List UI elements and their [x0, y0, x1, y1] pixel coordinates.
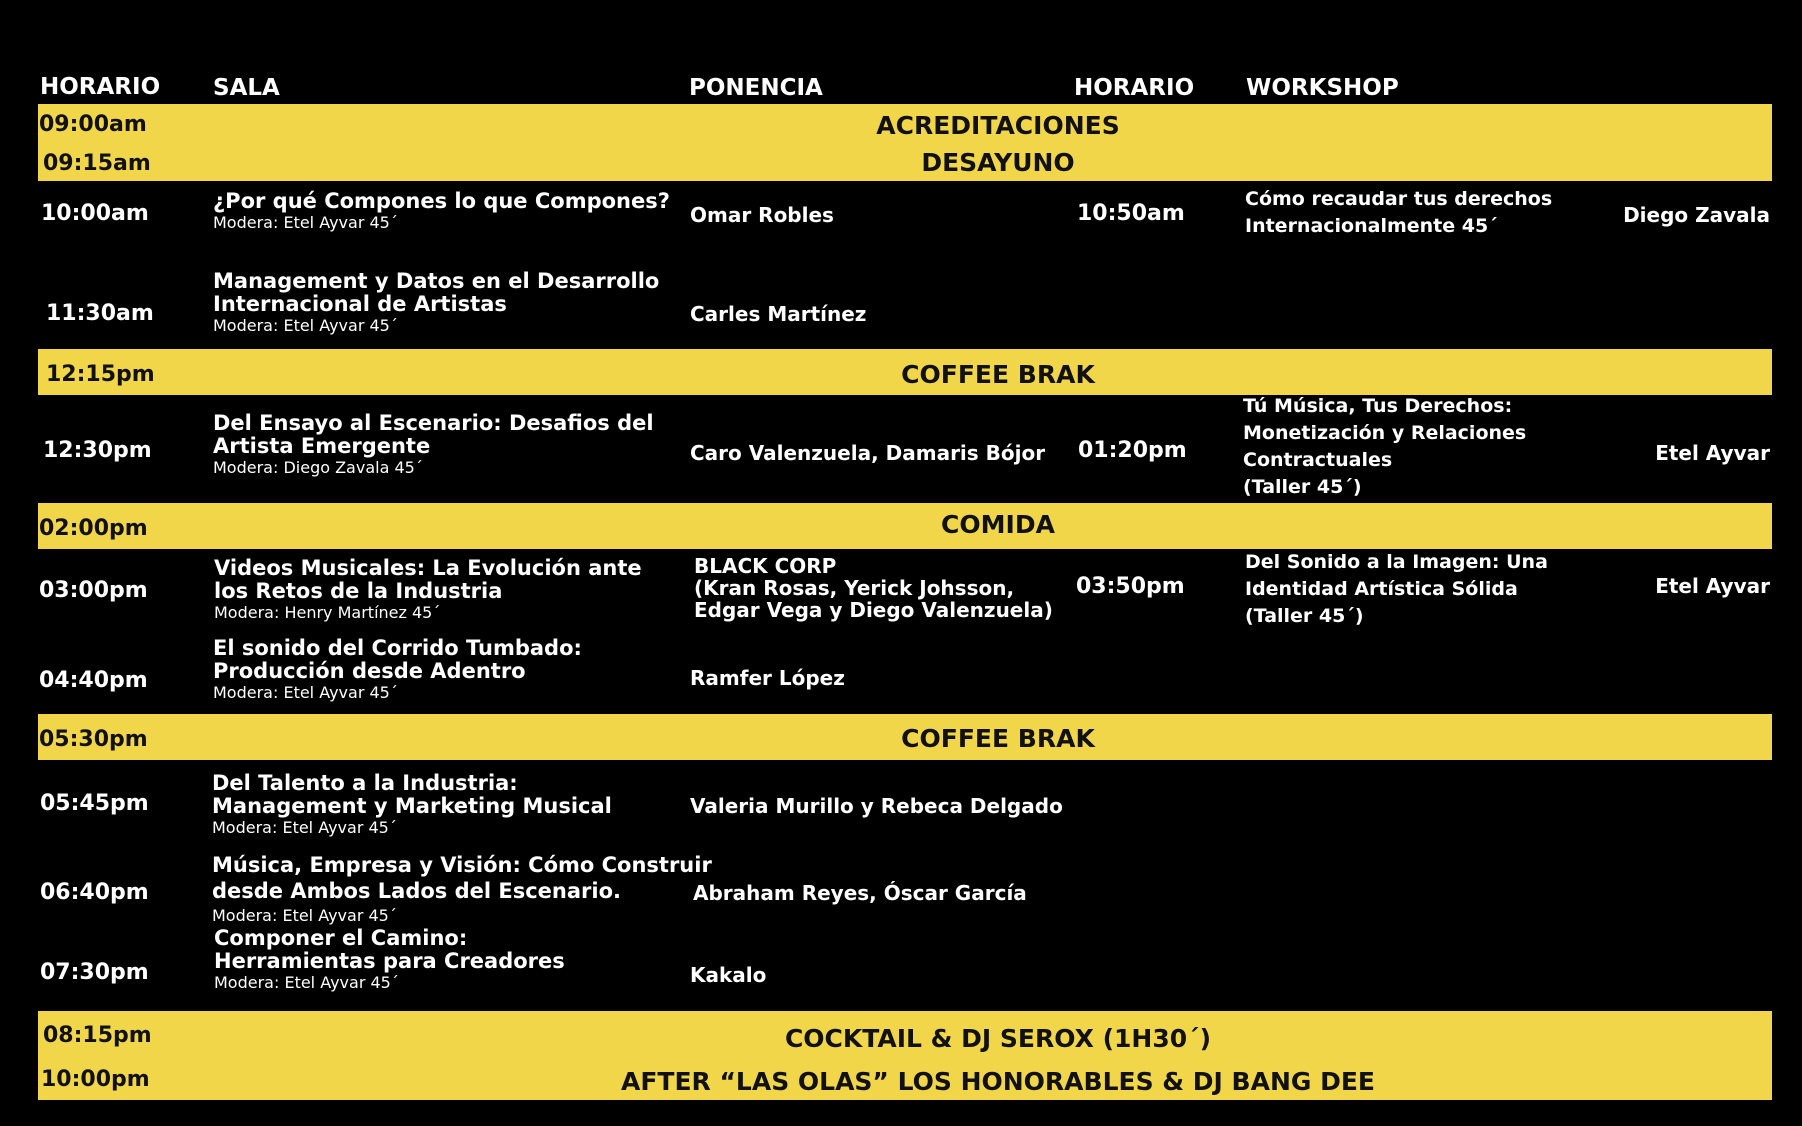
- session-title-line: Management y Datos en el Desarrollo: [213, 269, 660, 293]
- band-time-desayuno: 09:15am: [43, 151, 151, 176]
- workshop-title-line: Internacionalmente 45´: [1245, 215, 1498, 237]
- session-time: 07:30pm: [40, 960, 149, 985]
- band-time-after: 10:00pm: [41, 1067, 150, 1092]
- band-title-acreditaciones: ACREDITACIONES: [876, 111, 1120, 140]
- workshop-host: Diego Zavala: [1623, 203, 1770, 227]
- band-time-comida: 02:00pm: [39, 516, 148, 541]
- workshop-title-line: Identidad Artística Sólida: [1245, 578, 1518, 600]
- session-title: [213, 412, 654, 477]
- workshop-host: Etel Ayvar: [1655, 441, 1770, 465]
- session-time: 12:30pm: [43, 438, 152, 463]
- session-title-line: Del Ensayo al Escenario: Desafios del: [213, 411, 654, 435]
- session-speaker: Valeria Murillo y Rebeca Delgado: [690, 794, 1063, 818]
- session-speaker-line: Edgar Vega y Diego Valenzuela): [694, 598, 1053, 622]
- session-title-line: desde Ambos Lados del Escenario.: [212, 879, 621, 903]
- session-title-line: Del Talento a la Industria:: [212, 771, 518, 795]
- workshop-title-line: Del Sonido a la Imagen: Una: [1245, 551, 1548, 573]
- session-title-line: Artista Emergente: [213, 434, 431, 458]
- session-speaker: Caro Valenzuela, Damaris Bójor: [690, 441, 1046, 465]
- session-speaker: Kakalo: [690, 963, 767, 987]
- session-moderator: Modera: Etel Ayvar 45´: [213, 683, 398, 702]
- workshop-title-line: Contractuales: [1243, 449, 1393, 471]
- workshop-title-line: (Taller 45´): [1245, 605, 1364, 627]
- header-sala: SALA: [213, 75, 280, 101]
- session-title-line: Componer el Camino:: [214, 926, 468, 950]
- workshop-title: [1243, 393, 1526, 501]
- band-time-acreditaciones: 09:00am: [39, 112, 147, 137]
- session-title: [213, 190, 670, 232]
- session-title: [213, 637, 582, 702]
- session-time: 03:00pm: [39, 578, 148, 603]
- session-speaker-line: (Kran Rosas, Yerick Johsson,: [694, 576, 1015, 600]
- band-title-after: AFTER “LAS OLAS” LOS HONORABLES & DJ BANG DEE: [620, 1067, 1376, 1096]
- header-ponencia: PONENCIA: [689, 75, 823, 101]
- session-moderator: Modera: Etel Ayvar 45´: [212, 906, 397, 925]
- session-moderator: Modera: Henry Martínez 45´: [214, 603, 441, 622]
- session-title: [212, 772, 612, 837]
- band-time-coffee-2: 05:30pm: [39, 727, 148, 752]
- session-title: [214, 557, 642, 622]
- session-title-line: Internacional de Artistas: [213, 292, 507, 316]
- band-time-coffee-1: 12:15pm: [46, 362, 155, 387]
- session-speaker: [694, 555, 1053, 621]
- band-time-cocktail: 08:15pm: [43, 1023, 152, 1048]
- session-speaker: Carles Martínez: [690, 302, 867, 326]
- session-title-line: Herramientas para Creadores: [214, 949, 565, 973]
- session-title-line: Música, Empresa y Visión: Cómo Construir: [212, 853, 712, 877]
- session-time: 10:00am: [41, 201, 149, 226]
- session-speaker-line: BLACK CORP: [694, 554, 837, 578]
- session-moderator: Modera: Diego Zavala 45´: [213, 458, 423, 477]
- band-title-comida: COMIDA: [941, 510, 1055, 539]
- session-title: [214, 927, 565, 992]
- session-moderator: Modera: Etel Ayvar 45´: [213, 213, 398, 232]
- session-title-line: ¿Por qué Compones lo que Compones?: [213, 189, 670, 213]
- workshop-title-line: Tú Música, Tus Derechos:: [1243, 395, 1513, 417]
- workshop-title-line: Monetización y Relaciones: [1243, 422, 1527, 444]
- band-title-cocktail: COCKTAIL & DJ SEROX (1H30´): [784, 1024, 1212, 1053]
- session-time: 11:30am: [46, 301, 154, 326]
- session-moderator: Modera: Etel Ayvar 45´: [213, 316, 398, 335]
- session-title: [213, 270, 659, 335]
- workshop-title: [1245, 186, 1552, 240]
- workshop-title: [1245, 549, 1548, 630]
- band-title-desayuno: DESAYUNO: [921, 148, 1075, 177]
- session-title-line: los Retos de la Industria: [214, 579, 503, 603]
- session-title-line: Videos Musicales: La Evolución ante: [214, 556, 642, 580]
- session-speaker: Omar Robles: [690, 203, 834, 227]
- band-title-coffee-2: COFFEE BRAK: [901, 724, 1095, 753]
- session-title-line: Producción desde Adentro: [213, 659, 526, 683]
- workshop-title-line: (Taller 45´): [1243, 476, 1362, 498]
- session-time: 04:40pm: [39, 668, 148, 693]
- session-moderator: Modera: Etel Ayvar 45´: [212, 818, 397, 837]
- session-time: 05:45pm: [40, 791, 149, 816]
- workshop-time: 10:50am: [1077, 201, 1185, 226]
- header-horario: HORARIO: [40, 74, 161, 100]
- session-time: 06:40pm: [40, 880, 149, 905]
- header-horario-workshop: HORARIO: [1074, 75, 1195, 101]
- session-title: [212, 852, 712, 925]
- session-title-line: Management y Marketing Musical: [212, 794, 612, 818]
- workshop-title-line: Cómo recaudar tus derechos: [1245, 188, 1553, 210]
- session-moderator: Modera: Etel Ayvar 45´: [214, 973, 399, 992]
- workshop-time: 01:20pm: [1078, 438, 1187, 463]
- session-speaker: Ramfer López: [690, 666, 845, 690]
- workshop-time: 03:50pm: [1076, 574, 1185, 599]
- session-speaker: Abraham Reyes, Óscar García: [693, 881, 1027, 905]
- band-title-coffee-1: COFFEE BRAK: [901, 360, 1095, 389]
- workshop-host: Etel Ayvar: [1655, 574, 1770, 598]
- session-title-line: El sonido del Corrido Tumbado:: [213, 636, 582, 660]
- header-workshop: WORKSHOP: [1246, 75, 1399, 101]
